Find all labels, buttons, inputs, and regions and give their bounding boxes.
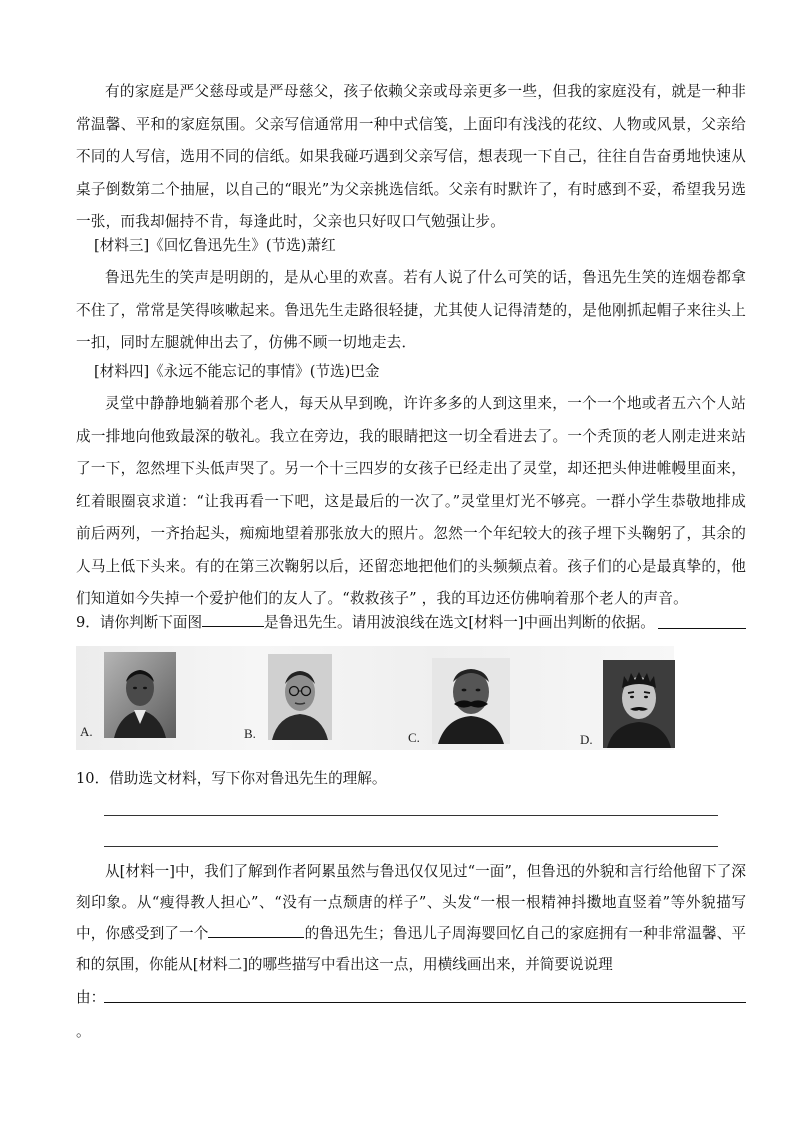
answer-paragraph <box>76 856 746 980</box>
answer-paragraph-part1: 从[材料一]中，我们了解到作者阿累虽然与鲁迅仅仅见过“一面”，但鲁迅的外貌和言行给他留下了深刻印象。从“瘦得教人担心”、“没有一点颓唐的样子”、头发“一根一根精神抖擞地直竖着”等外貌描写中，你感受到了一个 <box>76 863 746 942</box>
material-4-heading: [材料四]《永远不能忘记的事情》(节选)巴金 <box>94 363 380 380</box>
portrait-a-image <box>104 652 176 738</box>
material-3-paragraph: 鲁迅先生的笑声是明朗的，是从心里的欢喜。若有人说了什么可笑的话，鲁迅先生笑的连烟卷都拿不住了，常常是笑得咳嗽起来。鲁迅先生走路很轻捷，尤其使人记得清楚的，是他刚抓起帽子来往头上一扣，同时左腿就伸出去了，仿佛不顾一切地走去． <box>76 269 746 351</box>
question-9-suffix: 是鲁迅先生。请用波浪线在选文[材料一]中画出判断的依据。 <box>264 614 655 631</box>
question-9-prefix: 9．请你判断下面图 <box>76 614 203 631</box>
option-c-label: C. <box>408 730 420 745</box>
answer-paragraph-part2: 的鲁迅先生；鲁迅儿子周海婴回忆自己的家庭拥有一种非常温馨、平和的氛围，你能从[材料二]的哪些描写中看出这一点，用横线画出来，并简要说说理 <box>76 925 746 973</box>
question-9 <box>76 608 655 638</box>
passage-family-paragraph: 有的家庭是严父慈母或是严母慈父，孩子依赖父亲或母亲更多一些，但我的家庭没有，就是一种非常温馨、平和的家庭氛围。父亲写信通常用一种中式信笺，上面印有浅浅的花纹、人物或风景，父亲给不同的人写信，选用不同的信纸。如果我碰巧遇到父亲写信，想表现一下自己，往往自告奋勇地快速从桌子倒数第二个抽屉，以自己的“眼光”为父亲挑选信纸。父亲有时默许了，有时感到不妥，希望我另选一张，而我却倔持不肯，每逢此时，父亲也只好叹口气勉强让步。 <box>76 83 746 230</box>
reason-answer-blank[interactable] <box>104 1002 746 1003</box>
option-d-label: D. <box>580 732 593 747</box>
option-a-label: A. <box>80 724 93 739</box>
question-10-answer-line-1[interactable] <box>104 815 718 816</box>
impression-answer-blank[interactable] <box>208 923 304 938</box>
portrait-young-man-icon[interactable] <box>104 652 176 738</box>
material-4-paragraph: 灵堂中静静地躺着那个老人，每天从早到晚，许许多多的人到这里来，一个一个地或者五六个人站成一排地向他致最深的敬礼。我立在旁边，我的眼睛把这一切全看进去了。一个秃顶的老人刚走进来站了一下，忽然埋下头低声哭了。另一个十三四岁的女孩子已经走出了灵堂，却还把头伸进帷幔里面来，红着眼圈哀求道：“让我再看一下吧，这是最后的一次了。”灵堂里灯光不够亮。一群小学生恭敬地排成前后两列，一齐抬起头，痴痴地望着那张放大的照片。忽然一个年纪较大的孩子埋下头鞠躬了，其余的人马上低下头来。有的在第三次鞠躬以后，还留恋地把他们的头频频点着。孩子们的心是最真挚的，他们知道如今失掉一个爱护他们的友人了。“救救孩子” ，我的耳边还仿佛响着那个老人的声音。 <box>76 395 746 607</box>
portrait-c-image <box>432 658 510 744</box>
portrait-man-with-large-mustache-icon[interactable] <box>432 658 510 744</box>
portrait-d-image <box>603 660 675 748</box>
end-mark: 。 <box>76 1023 91 1040</box>
question-10: 10．借助选文材料，写下你对鲁迅先生的理解。 <box>76 770 387 787</box>
portrait-man-with-glasses-icon[interactable] <box>268 654 332 740</box>
option-b-label: B. <box>244 726 256 741</box>
reason-label: 由： <box>76 989 106 1006</box>
portrait-lu-xun-icon[interactable] <box>603 660 675 748</box>
portrait-b-image <box>268 654 332 740</box>
question-9-trailing-blank[interactable] <box>658 628 746 629</box>
question-9-answer-blank[interactable] <box>202 612 264 627</box>
material-3-heading: [材料三]《回忆鲁迅先生》(节选)萧红 <box>94 237 336 254</box>
question-10-answer-line-2[interactable] <box>104 846 718 847</box>
